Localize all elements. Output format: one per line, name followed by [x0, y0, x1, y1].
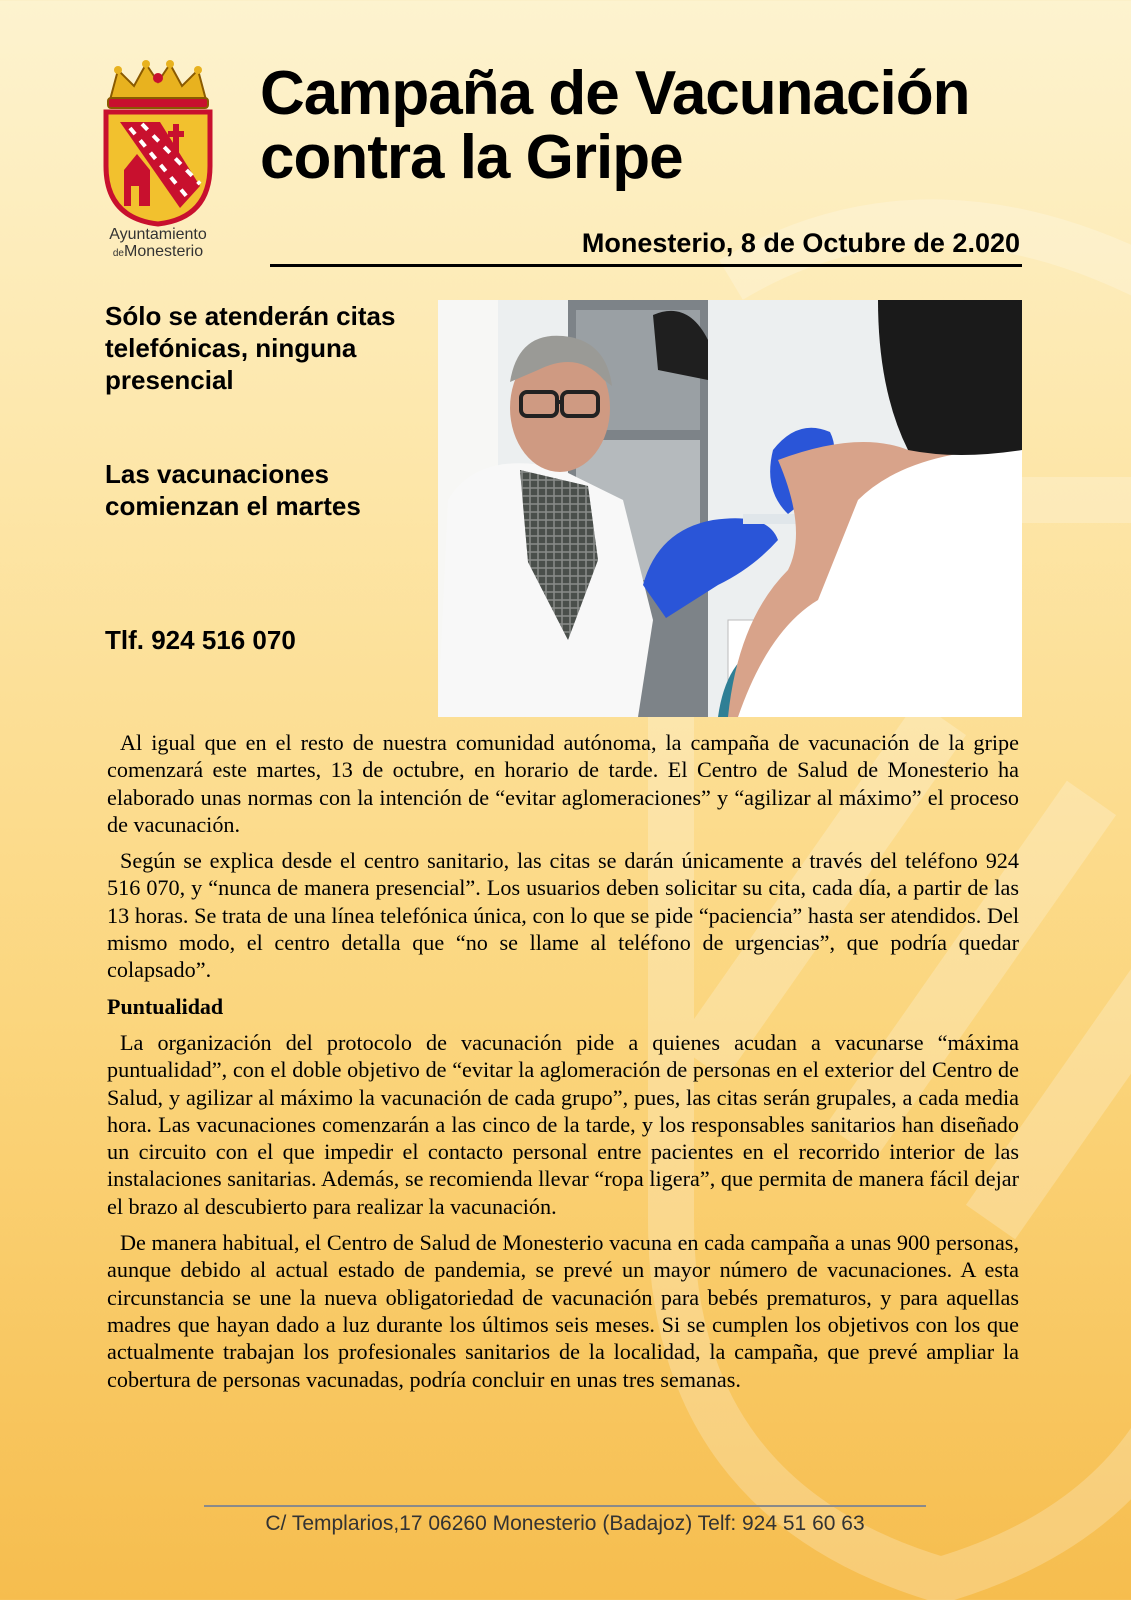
- article-body: [107, 729, 1019, 1402]
- article-paragraph: Según se explica desde el centro sanitario, las citas se darán únicamente a través del teléfono 924 516 070, y “nunca de manera presencial”. Los usuarios deben solicitar su cita, cada día, a partir de las 13 horas. Se trata de una línea telefónica única, con lo que se pide “paciencia” hasta ser atendidos. Del mismo modo, el centro detalla que “no se llame al teléfono de urgencias”, que podría quedar colapsado”.: [107, 848, 1019, 983]
- notice-phone-number: Tlf. 924 516 070: [105, 625, 296, 655]
- logo-caption-de: de: [112, 248, 124, 259]
- notice-phone-only: Sólo se atenderán citas telefónicas, ninguna presencial: [105, 301, 396, 395]
- dateline: Monesterio, 8 de Octubre de 2.020: [581, 228, 1020, 258]
- title-line2: contra la Gripe: [260, 123, 683, 192]
- coat-of-arms-icon: [96, 58, 220, 228]
- logo-caption: [86, 226, 230, 262]
- article-paragraph: De manera habitual, el Centro de Salud de Monesterio vacuna en cada campaña a unas 900 personas, aunque debido al actual estado de pandemia, se prevé un mayor número de vacunaciones. A esta circunstancia se une la nueva obligatoriedad de vacunación para bebés prematuros, y para aquellas madres que hayan dado a luz durante los últimos seis meses. Si se cumplen los objetivos con los que actualmente trabajan los profesionales sanitarios de la localidad, la campaña, que prevé ampliar la cobertura de personas vacunadas, podría concluir en unas tres semanas.: [107, 1230, 1019, 1392]
- article-paragraph: La organización del protocolo de vacunación pide a quienes acudan a vacunarse “máxima puntualidad”, con el doble objetivo de “evitar la aglomeración de personas en el exterior del Centro de Salud, y agilizar al máximo la vacunación de cada grupo”, pues, las citas serán grupales, a cada media hora. Las vacunaciones comenzarán a las cinco de la tarde, y los responsables sanitarios han diseñado un circuito con el que impedir el contacto personal entre pacientes en el recorrido interior de las instalaciones sanitarias. Además, se recomienda llevar “ropa ligera”, que permita de manera fácil dejar el brazo al descubierto para realizar la vacunación.: [107, 1029, 1019, 1219]
- footer-divider: [204, 1505, 926, 1507]
- vaccination-photo: [438, 300, 1022, 717]
- page-title: [260, 59, 1080, 192]
- header-divider: [270, 264, 1022, 267]
- footer-address: C/ Templarios,17 06260 Monesterio (Badajoz) Telf: 924 51 60 63: [265, 1512, 865, 1535]
- title-line1: Campaña de Vacunación: [260, 59, 970, 128]
- article-paragraph: Al igual que en el resto de nuestra comunidad autónoma, la campaña de vacunación de la gripe comenzará este martes, 13 de octubre, en horario de tarde. El Centro de Salud de Monesterio ha elaborado unas normas con la intención de “evitar aglomeraciones” y “agilizar al máximo” el proceso de vacunación.: [107, 730, 1019, 837]
- article-subheading: Puntualidad: [107, 993, 224, 1019]
- logo-caption-line2: Monesterio: [123, 243, 204, 260]
- logo-caption-line1: Ayuntamiento: [109, 226, 207, 243]
- notice-start-day: Las vacunaciones comienzan el martes: [105, 459, 361, 521]
- sidebar-notices: [105, 300, 430, 655]
